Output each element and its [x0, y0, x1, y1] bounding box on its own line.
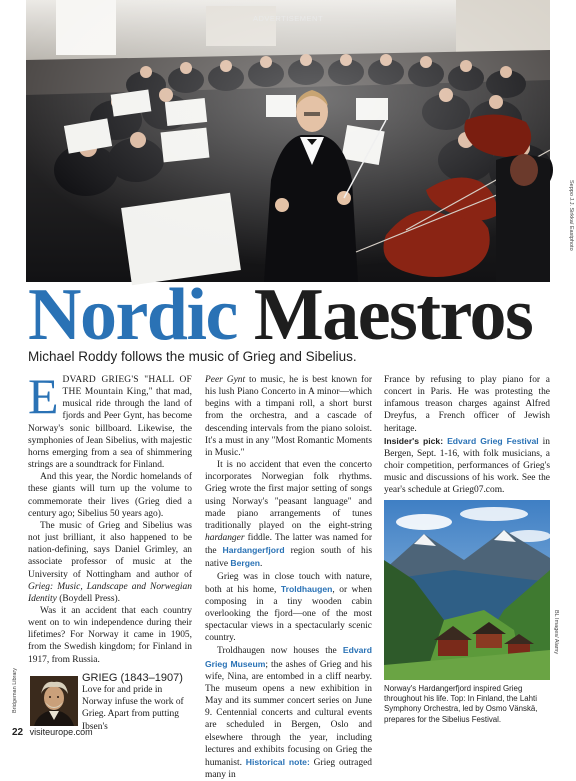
highlight-festival: Edvard Grieg Festival	[447, 435, 539, 446]
paragraph: Was it an accident that each country went on to win independence during their lifetimes? For Norway it came in 1905, from the Swedish kingdom; for Finland in 1917, from Russia.	[28, 605, 192, 665]
article-column-2	[205, 374, 372, 781]
text: The music of Grieg and Sibelius was not just brilliant, it also happened to be nation-defining, says Daniel Grimley, an associate professor of music at the University of Nottingham and author of	[28, 520, 192, 580]
subtitle: Michael Roddy follows the music of Grieg and Sibelius.	[28, 349, 357, 364]
orchestra-photo	[26, 0, 550, 282]
grieg-portrait	[30, 676, 78, 726]
text: Troldhaugen now houses the	[217, 646, 343, 657]
grieg-sidebar-text	[82, 672, 192, 733]
text: Grieg outraged many in	[205, 757, 372, 780]
italic-term: hardanger	[205, 533, 245, 544]
fjord-photo-credit: BL Images/ Alamy	[553, 610, 559, 655]
fjord-photo	[384, 500, 550, 680]
grieg-heading: GRIEG (1843–1907)	[82, 672, 183, 684]
book-title: Grieg: Music, Landscape and Norwegian Identity	[28, 581, 192, 604]
hero-photo-credit: Seppo J.J. Sirkka/ Eastphoto	[568, 180, 574, 251]
lead-in: DVARD GRIEG'S "HALL OF THE Mountain King,"	[62, 375, 192, 398]
paragraph: France by refusing to play piano for a concert in Paris. He was protesting the infamous treason charges against Alfred Dreyfus, a French officer of Jewish heritage.	[384, 375, 550, 434]
page-footer	[12, 727, 93, 738]
advertisement-label: ADVERTISEMENT	[252, 14, 324, 23]
highlight-bergen: Bergen	[230, 558, 261, 569]
text: .	[260, 559, 263, 570]
text: in Bergen, Sept. 1-16, with folk musicians, a choir competition, performances of Grieg's music and discussions of his work. See the year's schedule at Grieg07.com.	[384, 436, 550, 496]
highlight-museum: Edvard Grieg Museum	[205, 645, 372, 669]
paragraph	[28, 520, 192, 605]
highlight-hardangerfjord: Hardangerfjord	[222, 545, 285, 556]
article-column-1	[28, 368, 192, 666]
text: Grieg was in close touch with nature, both at his home,	[205, 571, 372, 595]
insiders-pick-label: Insider's pick:	[384, 435, 444, 446]
text: to music, he is best known for his lush Piano Concerto in A minor—which begins with a timpani roll, a short burst from the orchestra, and a cascade of descending intervals from the piano soloist. It's a must in any "Most Romantic Moments in Music."	[205, 375, 373, 458]
highlight-historical-note: Historical note:	[245, 756, 310, 767]
title-word-maestros: Maestros	[253, 274, 533, 356]
photo-caption: Norway's Hardangerfjord inspired Grieg throughout his life. Top: In Finland, the Lahti Symphony Orchestra, led by Osmo Vänskä, prepares for the Sibelius Festival.	[384, 684, 538, 724]
paragraph	[205, 571, 372, 645]
paragraph	[384, 435, 550, 497]
paragraph	[205, 644, 372, 781]
paragraph: And this year, the Nordic homelands of these giants will turn up the volume to commemorate their lives (Grieg died a century ago; Sibelius 50 years ago).	[28, 472, 192, 519]
text: region south of his native	[205, 546, 373, 570]
text: fiddle. The latter was named for the	[205, 533, 372, 557]
title-word-nordic: Nordic	[28, 274, 237, 356]
article-column-3	[384, 374, 550, 512]
paragraph	[205, 374, 372, 459]
paragraph	[28, 368, 192, 471]
portrait-credit: Bridgeman Library	[12, 668, 18, 713]
text: (Boydell Press).	[56, 593, 121, 604]
text: Love for and pride in Norway infuse the work of Grieg. Apart from putting Ibsen's	[82, 685, 184, 732]
text: , or when composing in a tiny wooden cabin overlooking the fjord—one of the most spectacular views in a spectacularly scenic country.	[205, 584, 372, 644]
text: It is no accident that even the concerto incorporates Norwegian folk rhythms. Grieg wrote the first major setting of songs using Norway's "peasant language" and made piano arrangements of tunes traditionally played on the eight-string	[205, 460, 372, 531]
text: ; the ashes of Grieg and his wife, Nina, are entombed in a cliff nearby. The museum opens a new exhibition in May and its summer concert series on June 9. Centennial concerts and cultural events are scheduled in Bergen, Oslo and elsewhere through the year, including lectures and exhibits focusing on Grieg the humanist.	[205, 659, 372, 768]
page-number: 22	[12, 727, 24, 738]
paragraph	[205, 459, 372, 570]
work-title: Peer Gynt	[205, 375, 246, 385]
drop-cap: E	[28, 368, 59, 424]
orchestra-illustration	[26, 0, 550, 282]
text: that mad, musical ride through the land of fjords and Peer Gynt, has become Norway's sonic billboard. Likewise, the symphonies of Jean Sibelius, with majestic horns emerging from a sea of shimmering strings are a soundtrack for Finland.	[28, 387, 192, 471]
highlight-troldhaugen: Troldhaugen	[280, 583, 333, 594]
page-title	[28, 274, 558, 356]
website: visiteurope.com	[29, 727, 93, 737]
